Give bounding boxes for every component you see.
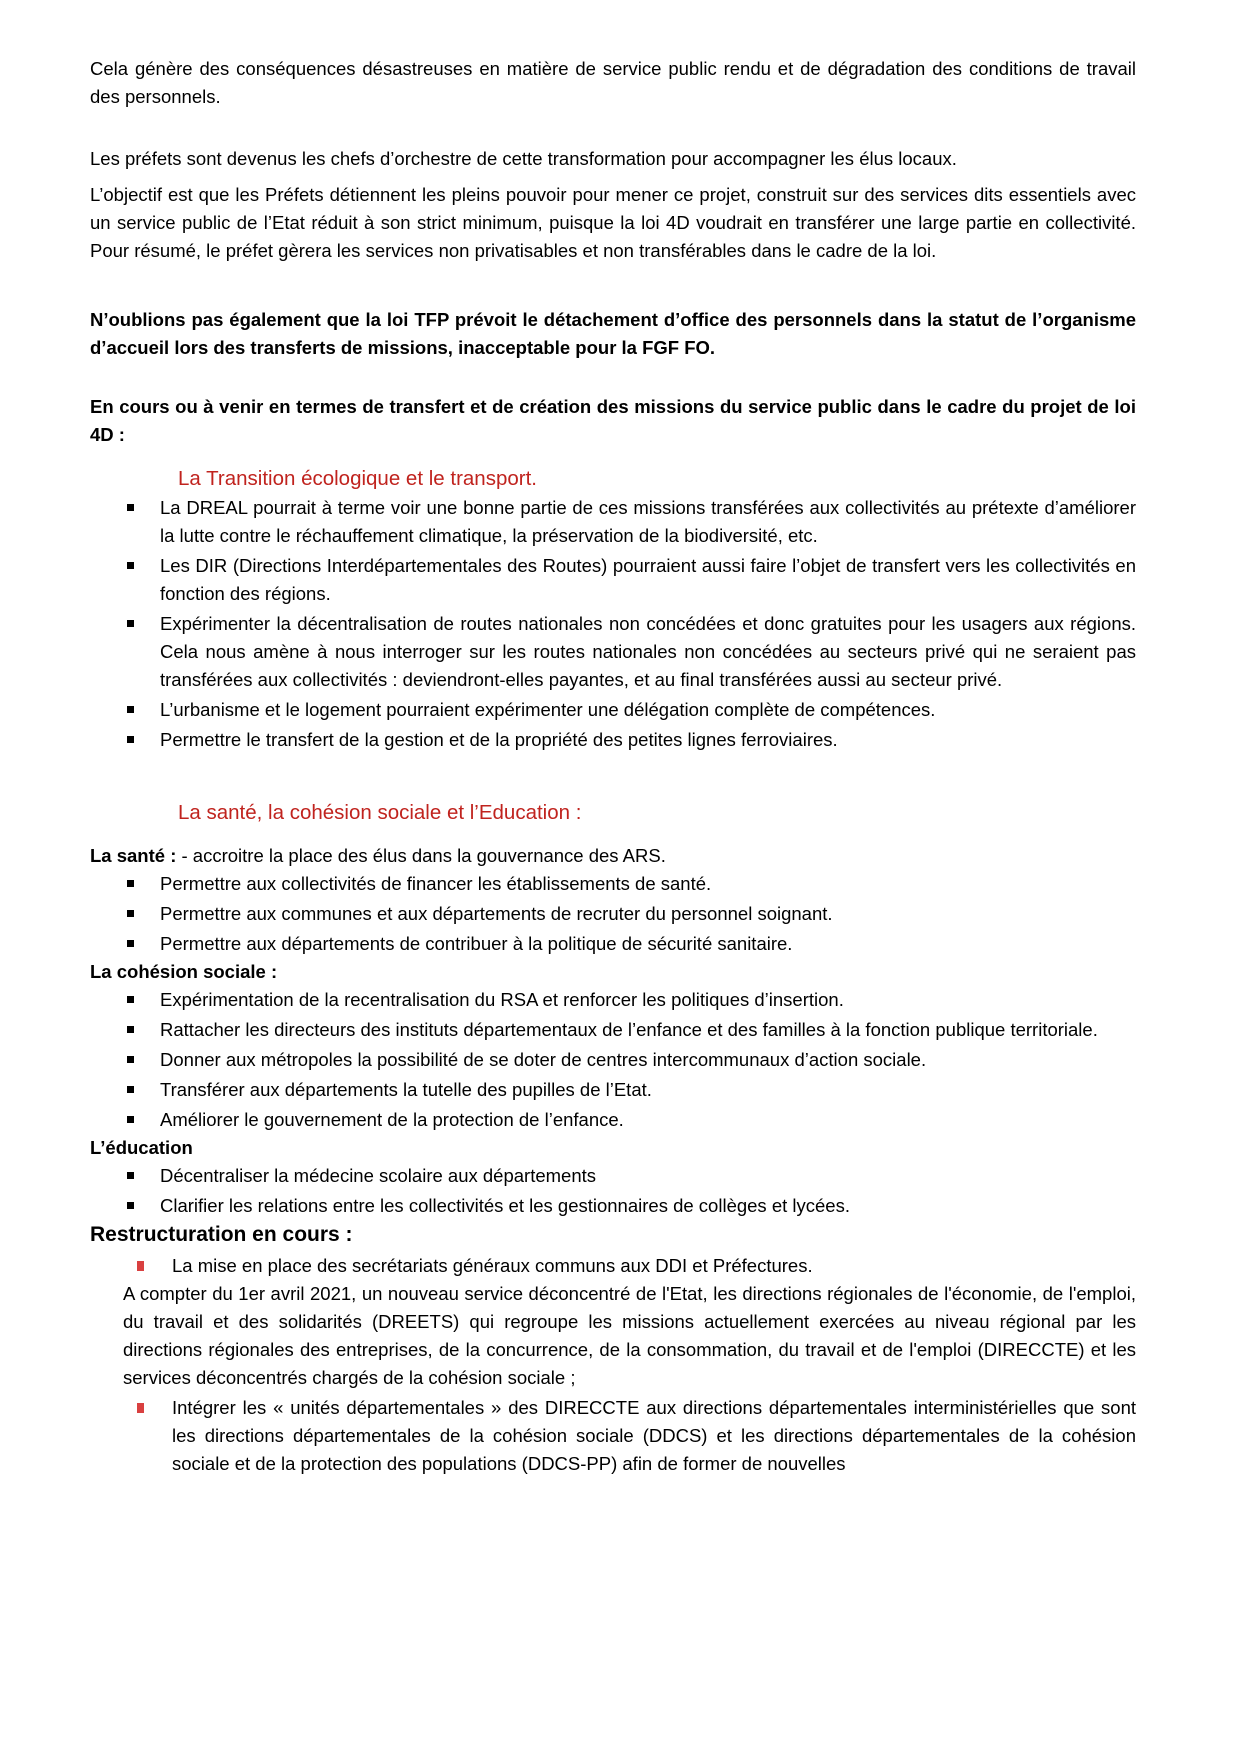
square-bullet-icon: [127, 706, 134, 713]
subheading-cohesion: La cohésion sociale :: [90, 961, 278, 982]
bullet-marker: [90, 1016, 160, 1044]
bullet-text: Expérimentation de la recentralisation du RSA et renforcer les politiques d’insertion.: [160, 989, 844, 1010]
list-item: [90, 1162, 1136, 1190]
square-bullet-icon: [127, 940, 134, 947]
paragraph-encours-bold: En cours ou à venir en termes de transfert et de création des missions du service public dans le cadre du projet de loi 4D :: [90, 396, 1136, 445]
list-item: [90, 1076, 1136, 1104]
bullet-text: Permettre aux communes et aux départements de recruter du personnel soignant.: [160, 903, 833, 924]
bullet-text: Clarifier les relations entre les collectivités et les gestionnaires de collèges et lycées.: [160, 1195, 850, 1216]
bullet-text: Expérimenter la décentralisation de routes nationales non concédées et donc gratuites pour les usagers aux régions. Cela nous amène à nous interroger sur les routes nationales non concédées au secteurs privé qui ne seraient pas transférées aux collectivités : deviendront-elles payantes, et au final transférées aussi au secteur privé.: [160, 613, 1136, 690]
bullet-text: Permettre le transfert de la gestion et de la propriété des petites lignes ferroviaires.: [160, 729, 838, 750]
list-item: [90, 610, 1136, 694]
bullet-text: Donner aux métropoles la possibilité de se doter de centres intercommunaux d’action sociale.: [160, 1049, 927, 1070]
list-item: [90, 900, 1136, 928]
paragraph-sante: [90, 842, 1136, 870]
bullet-marker: [90, 1394, 172, 1422]
square-bullet-icon: [127, 504, 134, 511]
list-item: [90, 1106, 1136, 1134]
sante-label: La santé :: [90, 845, 177, 866]
bullet-marker: [90, 1192, 160, 1220]
square-bullet-icon: [127, 1086, 134, 1093]
red-square-bullet-icon: [137, 1403, 144, 1413]
square-bullet-icon: [127, 562, 134, 569]
square-bullet-icon: [127, 1026, 134, 1033]
list-item: [90, 696, 1136, 724]
bullet-marker: [90, 494, 160, 522]
list-item: [90, 1192, 1136, 1220]
square-bullet-icon: [127, 736, 134, 743]
square-bullet-icon: [127, 880, 134, 887]
list-item: [90, 1016, 1136, 1044]
list-item: [90, 1394, 1136, 1478]
list-item: [90, 726, 1136, 754]
list-item: [90, 930, 1136, 958]
square-bullet-icon: [127, 1202, 134, 1209]
section-heading-restructuration: Restructuration en cours :: [90, 1223, 353, 1246]
bullet-marker: [90, 1162, 160, 1190]
transition-bullet-list: [90, 494, 1136, 754]
section-heading-sante: La santé, la cohésion sociale et l’Education :: [178, 801, 582, 824]
paragraph-dreets: A compter du 1er avril 2021, un nouveau service déconcentré de l'Etat, les directions régionales de l'économie, de l'emploi, du travail et des solidarités (DREETS) qui regroupe les missions actuellement exercées au niveau régional par les directions régionales des entreprises, de la concurrence, de la consommation, du travail et de l'emploi (DIRECCTE) et les services déconcentrés chargés de la cohésion sociale ;: [123, 1283, 1136, 1388]
square-bullet-icon: [127, 620, 134, 627]
paragraph-prefets: Les préfets sont devenus les chefs d’orchestre de cette transformation pour accompagner les élus locaux.: [90, 148, 957, 169]
bullet-marker: [90, 696, 160, 724]
bullet-text: Permettre aux collectivités de financer les établissements de santé.: [160, 873, 712, 894]
bullet-text: La mise en place des secrétariats généraux communs aux DDI et Préfectures.: [172, 1255, 813, 1276]
paragraph-consequences: Cela génère des conséquences désastreuses en matière de service public rendu et de dégradation des conditions de travail des personnels.: [90, 58, 1136, 107]
list-item: [90, 494, 1136, 550]
list-item: [90, 986, 1136, 1014]
subheading-education: L’éducation: [90, 1137, 193, 1158]
square-bullet-icon: [127, 996, 134, 1003]
list-item: [90, 1252, 1136, 1280]
paragraph-objectif: L’objectif est que les Préfets détiennent les pleins pouvoir pour mener ce projet, construit sur des services dits essentiels avec un service public de l’Etat réduit à son strict minimum, puisque la loi 4D voudrait en transférer une large partie en collectivité. Pour résumé, le préfet gèrera les services non privatisables et non transférables dans le cadre de la loi.: [90, 184, 1136, 261]
cohesion-bullet-list: [90, 986, 1136, 1134]
bullet-marker: [90, 1046, 160, 1074]
bullet-marker: [90, 870, 160, 898]
bullet-text: Améliorer le gouvernement de la protection de l’enfance.: [160, 1109, 624, 1130]
education-bullet-list: [90, 1162, 1136, 1220]
bullet-text: L’urbanisme et le logement pourraient expérimenter une délégation complète de compétences.: [160, 699, 936, 720]
bullet-text: Transférer aux départements la tutelle des pupilles de l’Etat.: [160, 1079, 652, 1100]
red-square-bullet-icon: [137, 1261, 144, 1271]
list-item: [90, 1046, 1136, 1074]
square-bullet-icon: [127, 1172, 134, 1179]
bullet-marker: [90, 1252, 172, 1280]
section-heading-transition: La Transition écologique et le transport.: [178, 467, 537, 490]
paragraph-tfp-bold: N’oublions pas également que la loi TFP prévoit le détachement d’office des personnels dans la statut de l’organisme d’accueil lors des transferts de missions, inacceptable pour la FGF FO.: [90, 309, 1136, 358]
square-bullet-icon: [127, 910, 134, 917]
sante-bullet-list: [90, 870, 1136, 958]
sante-text: - accroitre la place des élus dans la gouvernance des ARS.: [176, 845, 666, 866]
bullet-text: La DREAL pourrait à terme voir une bonne partie de ces missions transférées aux collectivités au prétexte d’améliorer la lutte contre le réchauffement climatique, la préservation de la biodiversité, etc.: [160, 497, 1136, 546]
bullet-text: Permettre aux départements de contribuer à la politique de sécurité sanitaire.: [160, 933, 793, 954]
list-item: [90, 552, 1136, 608]
bullet-marker: [90, 986, 160, 1014]
bullet-marker: [90, 930, 160, 958]
bullet-text: Décentraliser la médecine scolaire aux départements: [160, 1165, 596, 1186]
list-item: [90, 870, 1136, 898]
square-bullet-icon: [127, 1056, 134, 1063]
bullet-text: Intégrer les « unités départementales » des DIRECCTE aux directions départementales interministérielles que sont les directions départementales de la cohésion sociale (DDCS) et les directions départementales de la cohésion sociale et de la protection des populations (DDCS-PP) afin de former de nouvelles: [172, 1397, 1136, 1474]
bullet-marker: [90, 1106, 160, 1134]
bullet-marker: [90, 726, 160, 754]
bullet-text: Les DIR (Directions Interdépartementales des Routes) pourraient aussi faire l’objet de transfert vers les collectivités en fonction des régions.: [160, 555, 1136, 604]
square-bullet-icon: [127, 1116, 134, 1123]
bullet-marker: [90, 552, 160, 580]
bullet-marker: [90, 900, 160, 928]
bullet-text: Rattacher les directeurs des instituts départementaux de l’enfance et des familles à la fonction publique territoriale.: [160, 1019, 1098, 1040]
bullet-marker: [90, 1076, 160, 1104]
bullet-marker: [90, 610, 160, 638]
